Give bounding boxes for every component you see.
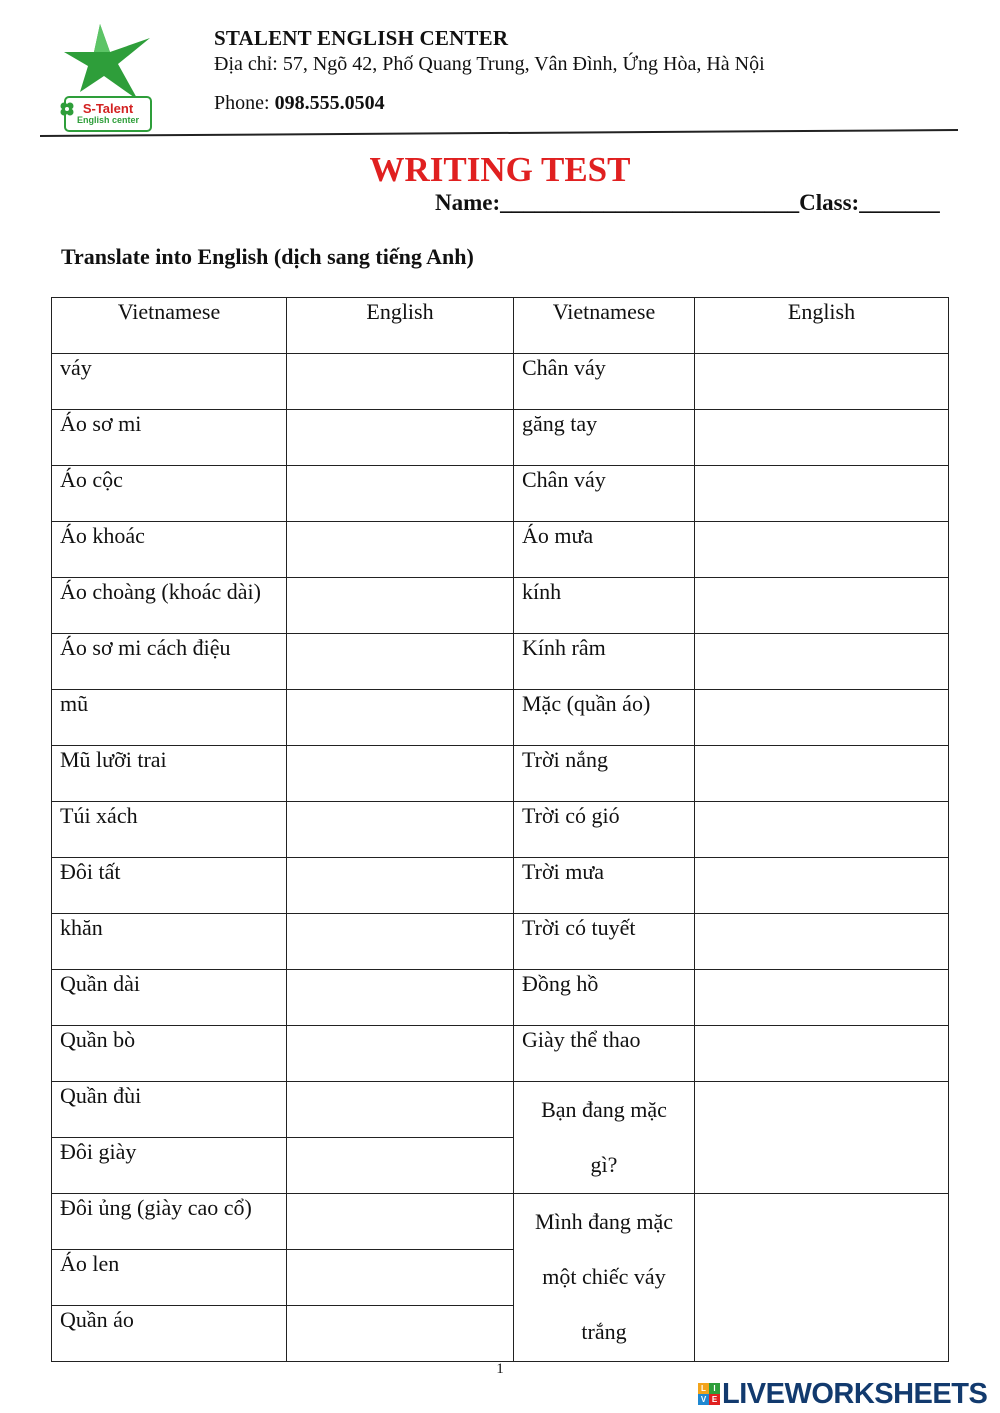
english-answer-cell[interactable] <box>287 634 514 690</box>
column-header: Vietnamese <box>52 298 287 354</box>
vietnamese-word: Trời có tuyết <box>514 914 695 970</box>
center-name: STALENT ENGLISH CENTER <box>214 26 509 50</box>
vietnamese-word: Áo choàng (khoác dài) <box>52 578 287 634</box>
english-answer-cell[interactable] <box>695 634 949 690</box>
english-answer-cell[interactable] <box>695 1082 949 1194</box>
sentence-line: gì? <box>590 1152 618 1177</box>
column-header: English <box>287 298 514 354</box>
table-row <box>52 690 949 746</box>
vietnamese-word: Áo cộc <box>52 466 287 522</box>
table-row <box>52 1026 949 1082</box>
watermark-text: LIVEWORKSHEETS <box>722 1377 988 1410</box>
english-answer-cell[interactable] <box>287 690 514 746</box>
english-answer-cell[interactable] <box>695 802 949 858</box>
logo-label: S-Talent <box>82 101 134 116</box>
english-answer-cell[interactable] <box>287 802 514 858</box>
logo-sublabel: English center <box>76 115 139 125</box>
english-answer-cell[interactable] <box>287 1250 514 1306</box>
table-row <box>52 802 949 858</box>
vietnamese-sentence <box>514 1194 695 1362</box>
vietnamese-word: Quần bò <box>52 1026 287 1082</box>
page-title: WRITING TEST <box>369 150 631 189</box>
vietnamese-word: Quần dài <box>52 970 287 1026</box>
vietnamese-word: Mũ lưỡi trai <box>52 746 287 802</box>
english-answer-cell[interactable] <box>695 354 949 410</box>
english-answer-cell[interactable] <box>287 1082 514 1138</box>
english-answer-cell[interactable] <box>695 858 949 914</box>
english-answer-cell[interactable] <box>287 354 514 410</box>
english-answer-cell[interactable] <box>287 466 514 522</box>
english-answer-cell[interactable] <box>695 914 949 970</box>
english-answer-cell[interactable] <box>287 578 514 634</box>
english-answer-cell[interactable] <box>287 1194 514 1250</box>
english-answer-cell[interactable] <box>695 970 949 1026</box>
english-answer-cell[interactable] <box>695 746 949 802</box>
table-row <box>52 634 949 690</box>
table-row <box>52 1082 949 1138</box>
english-answer-cell[interactable] <box>695 1026 949 1082</box>
vietnamese-word: Chân váy <box>514 354 695 410</box>
table-row <box>52 522 949 578</box>
column-header: English <box>695 298 949 354</box>
table-row <box>52 970 949 1026</box>
vietnamese-word: Mặc (quần áo) <box>514 690 695 746</box>
english-answer-cell[interactable] <box>287 1138 514 1194</box>
english-answer-cell[interactable] <box>695 410 949 466</box>
phone-label: Phone: <box>214 92 270 114</box>
sentence-line: Bạn đang mặc <box>541 1097 667 1122</box>
table-row <box>52 410 949 466</box>
english-answer-cell[interactable] <box>287 970 514 1026</box>
vietnamese-word: găng tay <box>514 410 695 466</box>
vietnamese-word: Áo mưa <box>514 522 695 578</box>
center-phone <box>214 92 385 115</box>
vietnamese-word: Đôi ủng (giày cao cổ) <box>52 1194 287 1250</box>
vocabulary-table <box>51 297 949 1362</box>
phone-number: 098.555.0504 <box>274 92 385 114</box>
table-row <box>52 578 949 634</box>
sentence-line: Mình đang mặc <box>534 1209 674 1234</box>
english-answer-cell[interactable] <box>695 1194 949 1362</box>
center-address: Địa chỉ: 57, Ngõ 42, Phố Quang Trung, Vân Đình, Ứng Hòa, Hà Nội <box>214 53 765 75</box>
vietnamese-word: kính <box>514 578 695 634</box>
liveworksheets-logo-icon: L I V E <box>698 1383 720 1405</box>
page-number: 1 <box>496 1361 504 1377</box>
vietnamese-word: Trời nắng <box>514 746 695 802</box>
table-row <box>52 466 949 522</box>
table-row <box>52 746 949 802</box>
logo-badge <box>64 96 152 132</box>
vietnamese-sentence <box>514 1082 695 1194</box>
table-header-row <box>52 298 949 354</box>
center-logo <box>58 22 158 134</box>
vietnamese-word: Giày thể thao <box>514 1026 695 1082</box>
english-answer-cell[interactable] <box>695 466 949 522</box>
sentence-line: một chiếc váy <box>542 1264 666 1289</box>
vietnamese-word: Túi xách <box>52 802 287 858</box>
vietnamese-word: Quần đùi <box>52 1082 287 1138</box>
vietnamese-word: Chân váy <box>514 466 695 522</box>
english-answer-cell[interactable] <box>287 1306 514 1362</box>
english-answer-cell[interactable] <box>695 522 949 578</box>
vietnamese-word: mũ <box>52 690 287 746</box>
instruction: Translate into English (dịch sang tiếng Anh) <box>61 244 474 269</box>
name-class-line: Name:__________________________Class:_______ <box>435 190 940 215</box>
star-logo-icon <box>58 22 158 102</box>
table-row <box>52 354 949 410</box>
header-divider <box>40 128 958 138</box>
table-row <box>52 1194 949 1250</box>
english-answer-cell[interactable] <box>287 522 514 578</box>
english-answer-cell[interactable] <box>287 410 514 466</box>
vietnamese-word: khăn <box>52 914 287 970</box>
vietnamese-word: Trời mưa <box>514 858 695 914</box>
english-answer-cell[interactable] <box>287 858 514 914</box>
vietnamese-word: Kính râm <box>514 634 695 690</box>
vietnamese-word: Áo len <box>52 1250 287 1306</box>
sentence-line: trắng <box>581 1319 627 1344</box>
english-answer-cell[interactable] <box>287 1026 514 1082</box>
vietnamese-word: Đồng hồ <box>514 970 695 1026</box>
table-row <box>52 914 949 970</box>
vietnamese-word: Trời có gió <box>514 802 695 858</box>
vietnamese-word: váy <box>52 354 287 410</box>
clover-icon <box>60 102 74 116</box>
vietnamese-word: Đôi giày <box>52 1138 287 1194</box>
vietnamese-word: Áo sơ mi cách điệu <box>52 634 287 690</box>
table-row <box>52 858 949 914</box>
column-header: Vietnamese <box>514 298 695 354</box>
english-answer-cell[interactable] <box>287 746 514 802</box>
english-answer-cell[interactable] <box>695 690 949 746</box>
english-answer-cell[interactable] <box>695 578 949 634</box>
vietnamese-word: Áo khoác <box>52 522 287 578</box>
liveworksheets-watermark <box>698 1378 987 1410</box>
vietnamese-word: Đôi tất <box>52 858 287 914</box>
vietnamese-word: Quần áo <box>52 1306 287 1362</box>
english-answer-cell[interactable] <box>287 914 514 970</box>
vietnamese-word: Áo sơ mi <box>52 410 287 466</box>
